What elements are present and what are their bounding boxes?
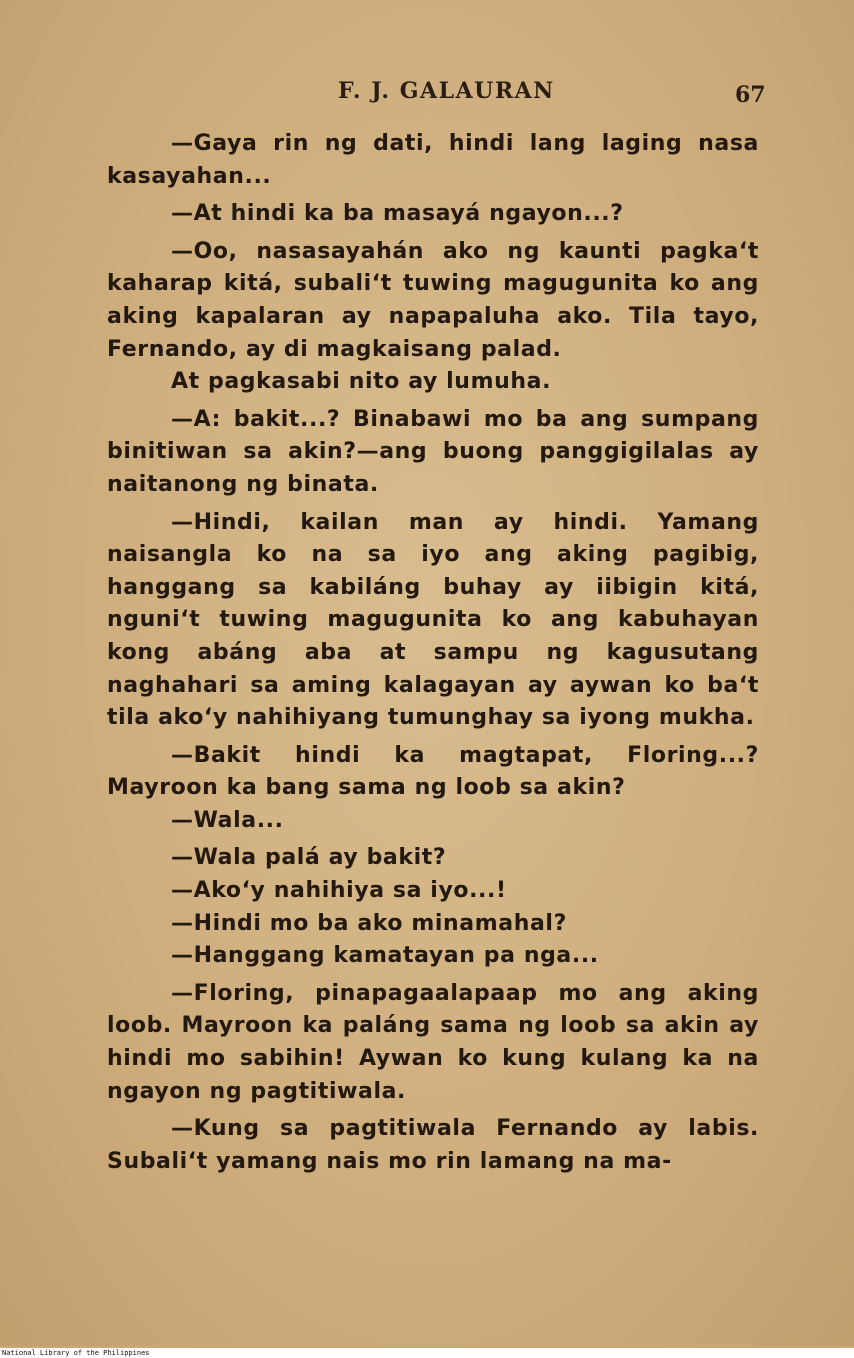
paragraph: At pagkasabi nito ay lumuha.	[171, 369, 552, 395]
paragraph: —Wala...	[171, 807, 284, 833]
paragraph: —At hindi ka ba masayá ngayon...?	[171, 201, 624, 227]
running-head: F. J. GALAURAN	[338, 78, 555, 104]
paragraph: —Hindi, kailan man ay hindi. Yamang naisangla ko na sa iyo ang aking pagibig, hanggang sa kabiláng buhay ay iibigin kitá, nguni‘t tuwing magugunita ko ang kabuhayan kong abáng aba at sampu ng kagusutang naghahari sa aming kalagayan ay aywan ko ba‘t tila ako‘y nahihiyang tumunghay sa iyong mukha.	[107, 509, 759, 731]
paragraph: —Ako‘y nahihiya sa iyo...!	[171, 878, 507, 904]
paragraph: —Hindi mo ba ako minamahal?	[171, 910, 567, 936]
paragraph: —Hanggang kamatayan pa nga...	[171, 943, 599, 969]
paragraph: —Bakit hindi ka magtapat, Floring...? Mayroon ka bang sama ng loob sa akin?	[107, 742, 759, 801]
paragraph: —Floring, pinapagaalapaap mo ang aking loob. Mayroon ka paláng sama ng loob sa akin ay hindi mo sabihin! Aywan ko kung kulang ka na ngayon ng pagtitiwala.	[107, 980, 759, 1104]
paragraph: —Gaya rin ng dati, hindi lang laging nasa kasayahan...	[107, 131, 759, 189]
paragraph: —Wala palá ay bakit?	[171, 845, 447, 871]
paragraph: —A: bakit...? Binabawi mo ba ang sumpang binitiwan sa akin?—ang buong panggigilalas ay naitanong ng binata.	[107, 406, 759, 497]
library-credit: National Library of the Philippines	[0, 1348, 854, 1358]
paragraph: —Oo, nasasayahán ako ng kaunti pagka‘t kaharap kitá, subali‘t tuwing magugunita ko ang aking kapalaran ay napapaluha ako. Tila tayo, Fernando, ay di magkaisang palad.	[107, 238, 759, 362]
paragraph: —Kung sa pagtitiwala Fernando ay labis. Subali‘t yamang nais mo rin lamang na ma-	[107, 1116, 759, 1174]
page-header	[0, 78, 854, 110]
page-number: 67	[735, 82, 766, 108]
body-text	[107, 128, 759, 1178]
